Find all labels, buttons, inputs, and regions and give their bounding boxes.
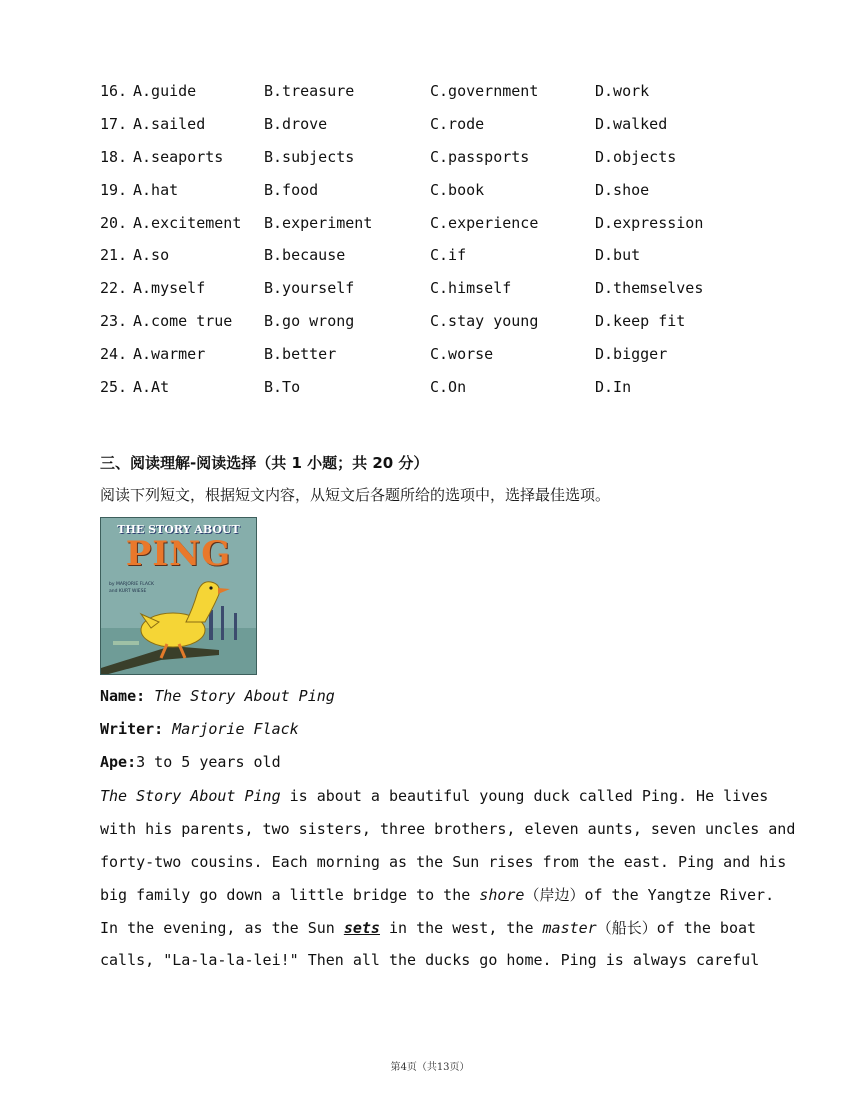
option-b: B.subjects [264,147,355,166]
option-c: C.government [430,82,539,100]
age-label: Ape: [100,753,137,771]
passage-line: with his parents, two sisters, three brothers, eleven aunts, seven uncles and [100,819,796,838]
option-c: C.book [430,180,485,199]
option-b: B.experiment [264,213,373,232]
option-a: A.warmer [133,345,206,364]
name-label: Name: [100,687,146,705]
passage-line [100,785,769,818]
section-heading: 三、阅读理解-阅读选择（共 1 小题；共 20 分） [100,454,429,472]
question-23-options [100,310,780,343]
option-c: C.On [430,378,467,397]
question-20-options [100,212,780,245]
question-19-options [100,179,780,212]
option-d: D.expression [595,213,704,232]
option-b: B.yourself [264,279,355,298]
option-c: C.worse [430,345,494,364]
option-a: A.come true [133,312,233,331]
question-number: 18. [100,147,128,166]
passage-text: （船长）of the boat [596,918,757,937]
option-c: C.stay young [430,312,539,331]
question-number: 21. [100,246,128,265]
book-name-line [100,687,335,705]
option-d: D.but [595,246,641,265]
book-writer-line [100,720,299,738]
option-b: B.treasure [264,82,355,100]
passage-text: （岸边）of the Yangtze River. [524,885,775,904]
passage-line: calls, "La-la-la-lei!" Then all the ducks go home. Ping is always careful [100,951,760,970]
word-sets: sets [343,918,380,937]
option-d: D.walked [595,114,668,133]
passage-text: big family go down a little bridge to the [100,885,480,904]
cover-credit-illustrator: and KURT WIESE [109,589,147,594]
question-16-options [100,80,780,113]
section-instruction: 阅读下列短文，根据短文内容，从短文后各题所给的选项中，选择最佳选项。 [100,486,611,504]
cover-title-line1: THE STORY ABOUT [117,523,240,536]
question-number: 23. [100,312,128,331]
word-shore: shore [479,885,525,904]
option-d: D.keep fit [595,312,686,331]
option-d: D.shoe [595,180,650,199]
answer-options-list [100,80,780,409]
option-b: B.better [264,345,337,364]
option-a: A.At [133,378,170,397]
option-d: D.bigger [595,345,668,364]
age-value: 3 to 5 years old [136,753,281,771]
question-25-options [100,376,780,409]
cover-credit-author: by MARJORIE FLACK [109,582,154,587]
question-number: 25. [100,378,128,397]
option-a: A.seaports [133,147,224,166]
question-number: 24. [100,345,128,364]
question-22-options [100,277,780,310]
option-c: C.if [430,246,467,265]
passage-line [100,884,775,917]
option-c: C.experience [430,213,539,232]
passage-book-title: The Story About Ping [100,787,281,805]
option-a: A.so [133,246,170,265]
passage-text: In the evening, as the Sun [100,918,344,937]
page-footer: 第4页（共13页） [390,1062,470,1073]
option-a: A.hat [133,180,179,199]
option-c: C.himself [430,279,512,298]
book-cover-image [100,517,257,675]
question-21-options [100,244,780,277]
question-18-options [100,146,780,179]
passage-text: is about a beautiful young duck called Ping. He lives [280,787,769,805]
option-d: D.work [595,82,650,100]
passage-line [100,917,760,950]
word-master: master [542,918,597,937]
writer-value: Marjorie Flack [172,720,299,738]
option-b: B.because [264,246,346,265]
option-c: C.passports [430,147,530,166]
option-a: A.sailed [133,114,206,133]
question-number: 19. [100,180,128,199]
option-b: B.go wrong [264,312,355,331]
option-b: B.drove [264,114,328,133]
option-a: A.myself [133,279,206,298]
question-number: 22. [100,279,128,298]
option-d: D.objects [595,147,677,166]
writer-label: Writer: [100,720,164,738]
book-age-line [100,753,281,771]
option-a: A.excitement [133,213,242,232]
passage-line: forty-two cousins. Each morning as the Sun rises from the east. Ping and his [100,852,787,871]
passage-text: in the west, the [379,918,543,937]
cover-credits [109,581,154,595]
question-number: 20. [100,213,128,232]
option-b: B.food [264,180,319,199]
option-b: B.To [264,378,301,397]
cover-title-line2: PING [125,534,232,574]
question-17-options [100,113,780,146]
question-number: 16. [100,82,128,100]
question-24-options [100,343,780,376]
option-d: D.themselves [595,279,704,298]
name-value: The Story About Ping [154,687,335,705]
option-a: A.guide [133,82,197,100]
question-number: 17. [100,114,128,133]
option-d: D.In [595,378,632,397]
option-c: C.rode [430,114,485,133]
reading-passage [100,785,796,982]
